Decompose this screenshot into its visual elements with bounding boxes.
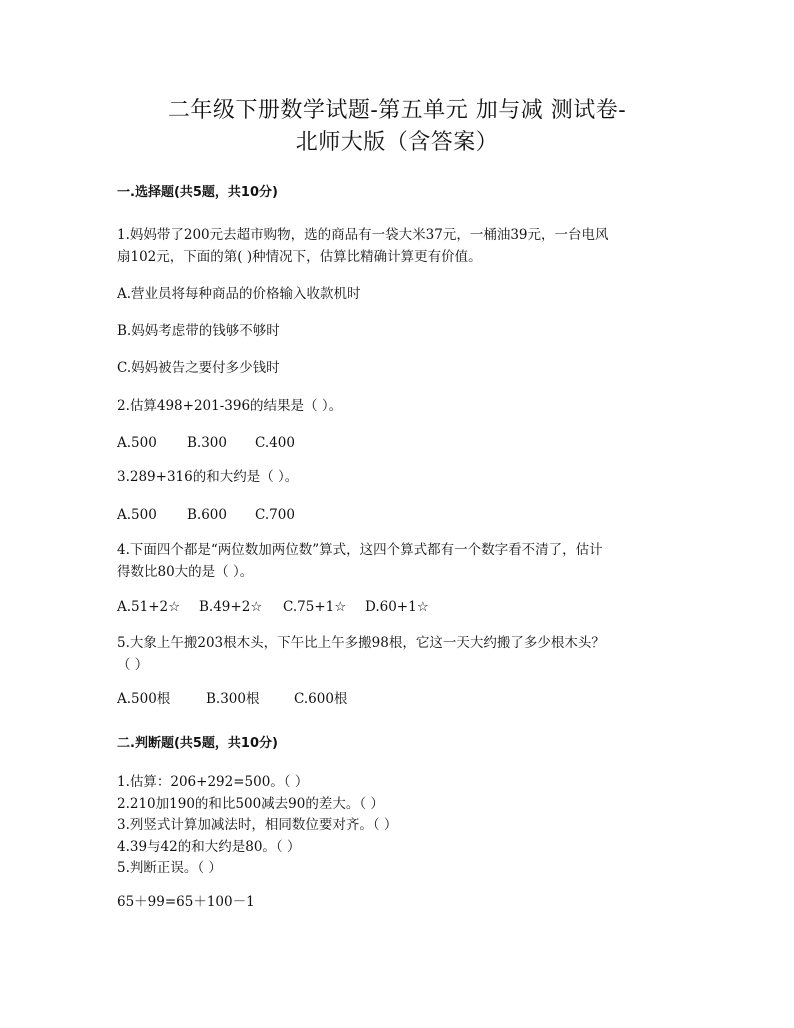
question-4-options <box>117 597 429 617</box>
question-5-options <box>117 689 347 709</box>
question-2-option-b: B.300 <box>187 435 227 451</box>
question-5-option-a: A.500根 <box>117 691 171 707</box>
question-3-options <box>117 505 295 525</box>
judgement-item-1: 1.估算：206+292=500。（ ） <box>117 774 309 790</box>
question-5 <box>117 632 682 676</box>
question-1-line-1: 1.妈妈带了200元去超市购物，选的商品有一袋大米37元，一桶油39元，一台电风 <box>117 227 609 243</box>
question-1 <box>117 224 682 268</box>
question-4-option-c: C.75+1☆ <box>283 599 347 615</box>
question-5-line-1: 5.大象上午搬203根木头，下午比上午多搬98根，它这一天大约搬了多少根木头？ <box>117 635 605 651</box>
question-5-option-c: C.600根 <box>294 691 348 707</box>
question-1-option-a: A.营业员将每种商品的价格输入收款机时 <box>117 286 361 302</box>
question-2-options <box>117 433 295 453</box>
section-heading-judgement: 二.判断题(共5题，共10分) <box>117 736 278 751</box>
judgement-item-5: 5.判断正误。（ ） <box>117 860 222 876</box>
judgement-item-2: 2.210加190的和比500减去90的差大。（ ） <box>117 796 384 812</box>
question-4-line-1: 4.下面四个都是“两位数加两位数”算式，这四个算式都有一个数字看不清了，估计 <box>117 542 603 558</box>
question-3-option-a: A.500 <box>117 507 157 523</box>
section-heading-choice: 一.选择题(共5题，共10分) <box>117 185 278 200</box>
document-title-line-1: 二年级下册数学试题-第五单元 加与减 测试卷- <box>167 98 627 123</box>
judgement-item-5-expression: 65＋99=65＋100－1 <box>117 894 255 910</box>
question-4-option-d: D.60+1☆ <box>365 599 429 615</box>
question-4-option-b: B.49+2☆ <box>199 599 263 615</box>
question-4-option-a: A.51+2☆ <box>117 599 181 615</box>
judgement-item-4: 4.39与42的和大约是80。（ ） <box>117 839 301 855</box>
question-5-line-2: （ ） <box>117 657 149 673</box>
question-2-option-a: A.500 <box>117 435 157 451</box>
judgement-item-3: 3.列竖式计算加减法时，相同数位要对齐。（ ） <box>117 817 398 833</box>
question-4 <box>117 539 682 583</box>
question-2-option-c: C.400 <box>255 435 295 451</box>
question-5-option-b: B.300根 <box>206 691 260 707</box>
question-2: 2.估算498+201-396的结果是（ ）。 <box>117 398 343 414</box>
question-3: 3.289+316的和大约是（ ）。 <box>117 469 299 485</box>
question-4-line-2: 得数比80大的是（ ）。 <box>117 564 254 580</box>
question-3-option-b: B.600 <box>187 507 227 523</box>
document-title-line-2: 北师大版（含答案） <box>295 130 499 155</box>
question-1-option-c: C.妈妈被告之要付多少钱时 <box>117 360 280 376</box>
question-3-option-c: C.700 <box>255 507 295 523</box>
question-1-option-b: B.妈妈考虑带的钱够不够时 <box>117 323 280 339</box>
question-1-line-2: 扇102元，下面的第( )种情况下，估算比精确计算更有价值。 <box>117 249 482 265</box>
